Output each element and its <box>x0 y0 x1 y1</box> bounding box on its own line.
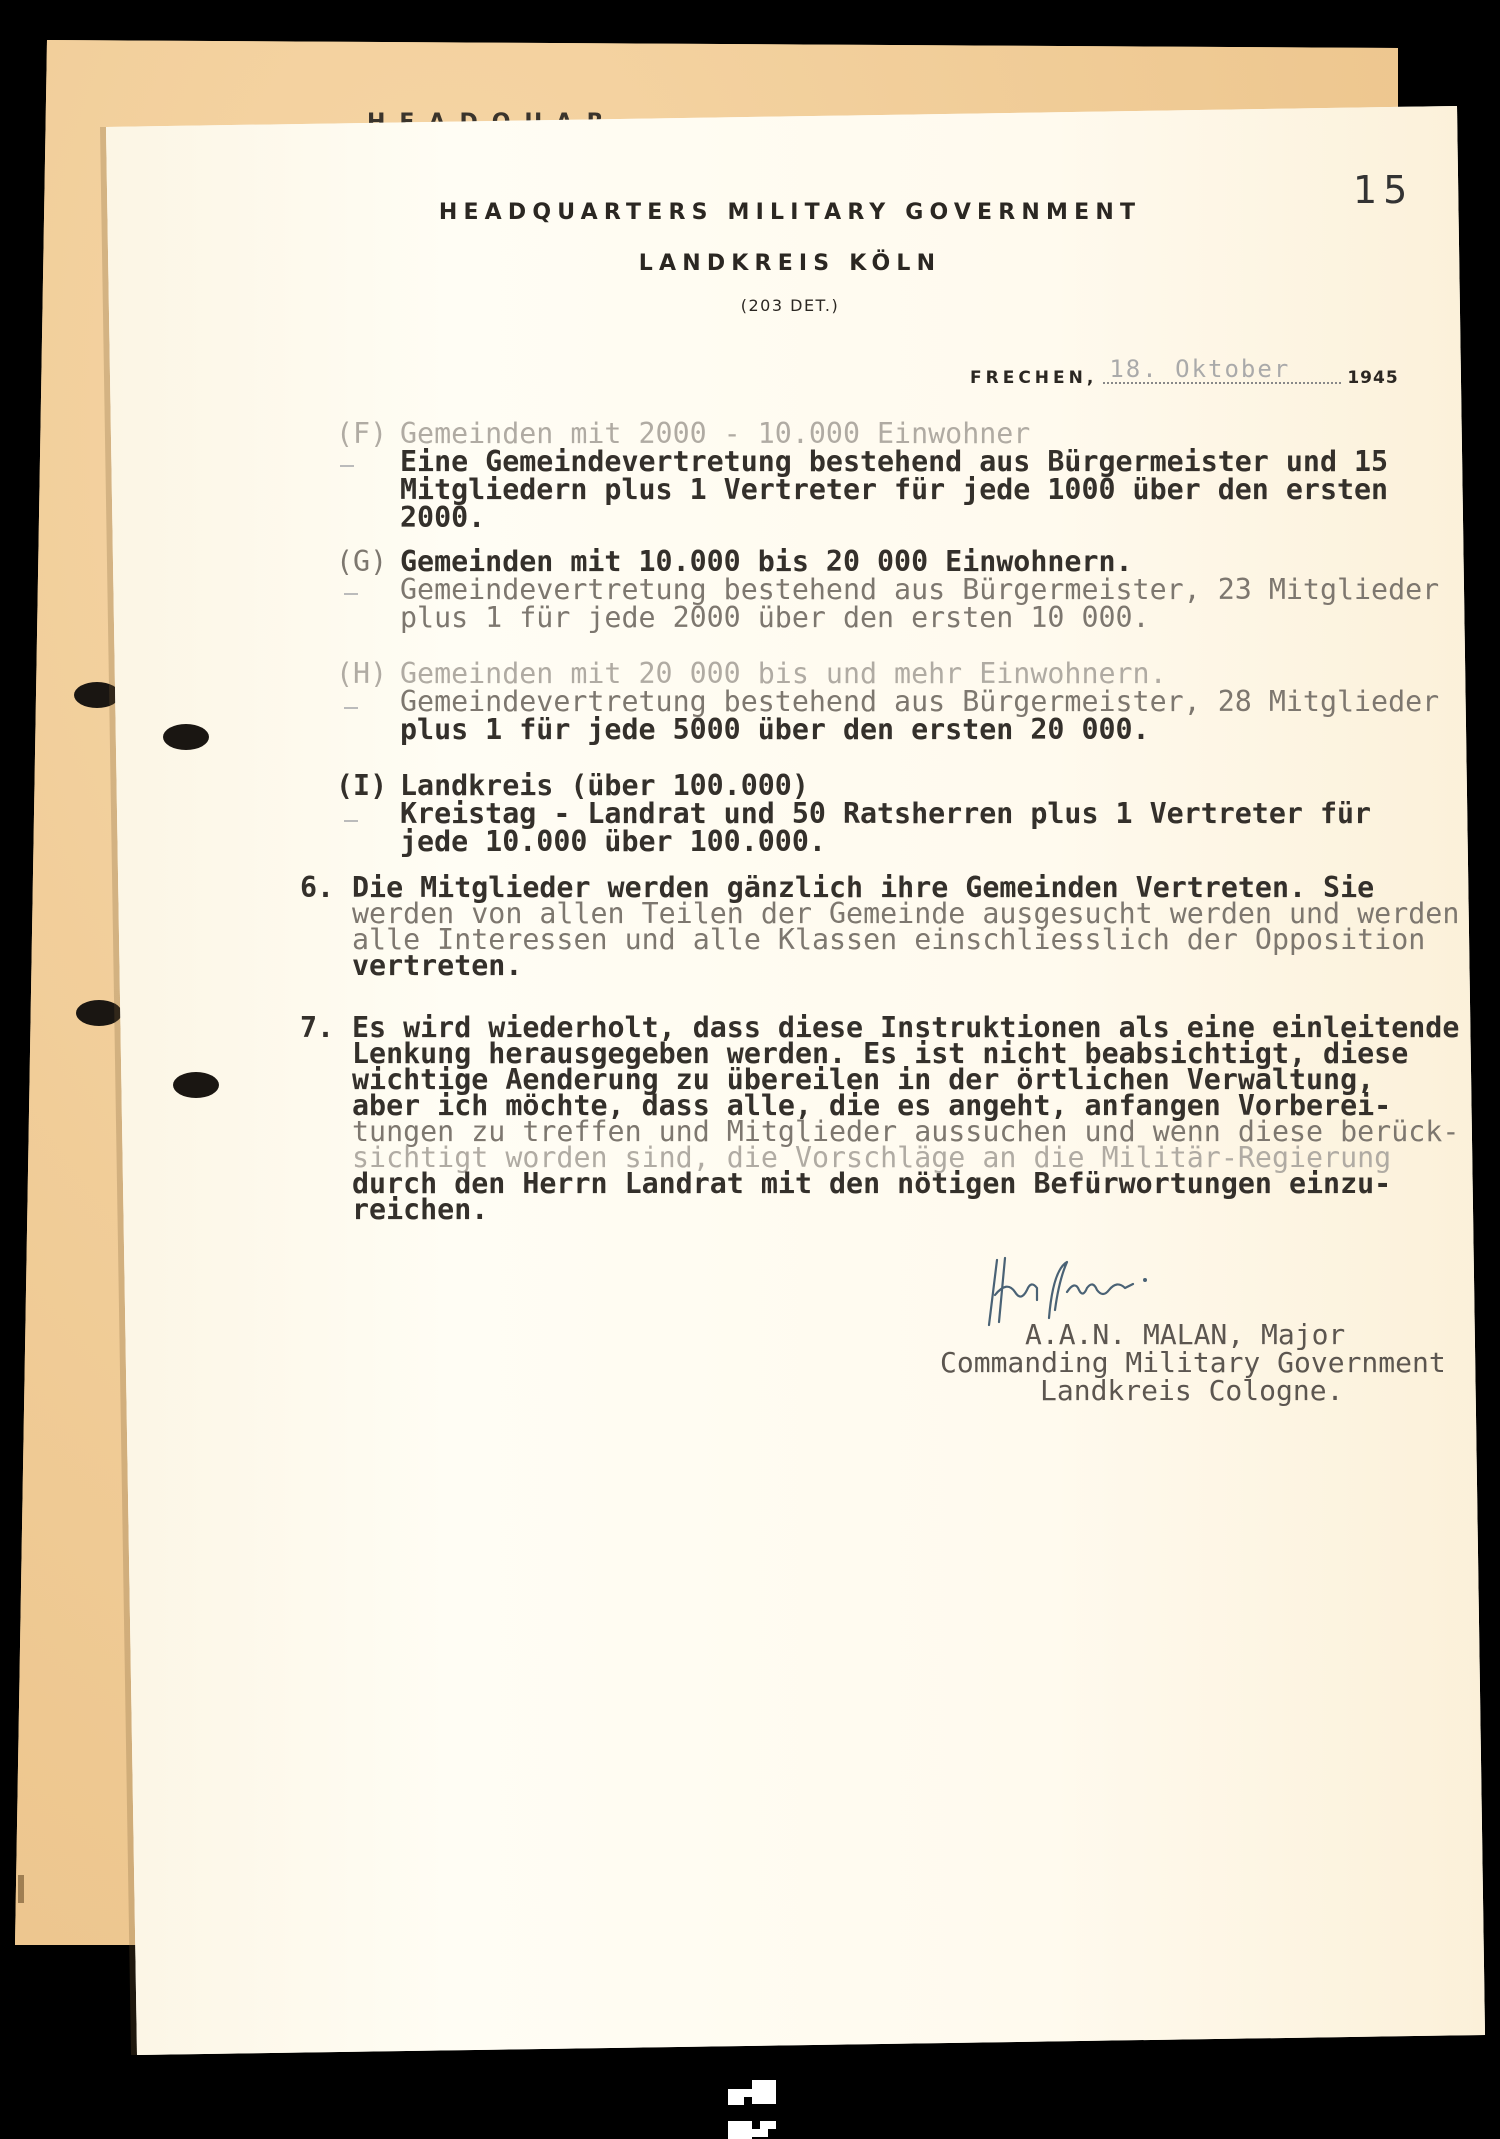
signatory-name: A.A.N. MALAN, Major <box>1025 1318 1346 1351</box>
paragraph-line: vertreten. <box>352 949 523 982</box>
signatory-place: Landkreis Cologne. <box>1040 1374 1344 1407</box>
section-line: Gemeindevertretung bestehend aus Bürgermeister, 28 Mitglieder <box>400 685 1440 718</box>
section-heading-h: Gemeinden mit 20 000 bis und mehr Einwohnern. <box>400 657 1167 690</box>
margin-dash <box>340 465 354 467</box>
paragraph-line: Es wird wiederholt, dass diese Instruktionen als eine einleitende <box>352 1011 1460 1044</box>
back-sheet-margin-mark <box>18 1875 24 1903</box>
dateline-year: 1945 <box>1347 368 1399 388</box>
signatory-title: Commanding Military Government <box>940 1346 1446 1379</box>
section-line: plus 1 für jede 5000 über den ersten 20 000. <box>400 713 1150 746</box>
paragraph-line: sichtigt worden sind, die Vorschläge an die Militär-Regierung <box>352 1141 1392 1174</box>
section-line: Eine Gemeindevertretung bestehend aus Bürgermeister und 15 <box>400 445 1389 478</box>
section-heading-i: Landkreis (über 100.000) <box>400 769 809 802</box>
punch-hole <box>173 1072 219 1098</box>
section-label-g: (G) <box>336 545 388 578</box>
punch-hole <box>163 724 209 750</box>
paragraph-number-7: 7. <box>300 1011 335 1044</box>
paragraph-line: alle Interessen und alle Klassen einschliesslich der Opposition <box>352 923 1426 956</box>
section-line: Kreistag - Landrat und 50 Ratsherren plus 1 Vertreter für <box>400 797 1372 830</box>
dateline-date: 18. Oktober <box>1103 356 1341 384</box>
margin-dash <box>344 707 358 709</box>
section-line: 2000. <box>400 501 486 534</box>
section-line: Mitgliedern plus 1 Vertreter für jede 1000 über den ersten <box>400 473 1389 506</box>
margin-dash <box>344 593 358 595</box>
section-heading-f: Gemeinden mit 2000 - 10.000 Einwohner <box>400 417 1031 450</box>
section-line: jede 10.000 über 100.000. <box>400 825 826 858</box>
paragraph-line: Die Mitglieder werden gänzlich ihre Gemeinden Vertreten. Sie <box>352 871 1375 904</box>
paragraph-line: durch den Herrn Landrat mit den nötigen Befürwortungen einzu- <box>352 1167 1392 1200</box>
dateline-place: FRECHEN, <box>970 368 1098 388</box>
paragraph-number-6: 6. <box>300 871 335 904</box>
paragraph-line: tungen zu treffen und Mitglieder aussuchen und wenn diese berück- <box>352 1115 1460 1148</box>
paragraph-line: aber ich möchte, dass alle, die es angeht, anfangen Vorberei- <box>352 1089 1392 1122</box>
dateline <box>970 355 1399 390</box>
section-heading-g: Gemeinden mit 10.000 bis 20 000 Einwohnern. <box>400 545 1133 578</box>
paragraph-line: reichen. <box>352 1193 489 1226</box>
page-number: 15 <box>1353 168 1414 212</box>
paragraph-line: Lenkung herausgegeben werden. Es ist nicht beabsichtigt, diese <box>352 1037 1409 1070</box>
section-line: plus 1 für jede 2000 über den ersten 10 000. <box>400 601 1150 634</box>
paragraph-line: werden von allen Teilen der Gemeinde ausgesucht werden und werden <box>352 897 1460 930</box>
section-label-h: (H) <box>336 657 388 690</box>
back-sheet-header-fragment <box>367 108 618 120</box>
section-label-i: (I) <box>336 769 388 802</box>
paragraph-line: wichtige Aenderung zu übereilen in der örtlichen Verwaltung, <box>352 1063 1375 1096</box>
section-label-f: (F) <box>336 417 388 450</box>
letterhead-title: HEADQUARTERS MILITARY GOVERNMENT <box>438 200 1142 225</box>
letterhead-district: LANDKREIS KÖLN <box>638 251 942 276</box>
letterhead-detachment: (203 DET.) <box>740 296 840 315</box>
section-line: Gemeindevertretung bestehend aus Bürgermeister, 23 Mitglieder <box>400 573 1440 606</box>
margin-dash <box>344 820 358 822</box>
